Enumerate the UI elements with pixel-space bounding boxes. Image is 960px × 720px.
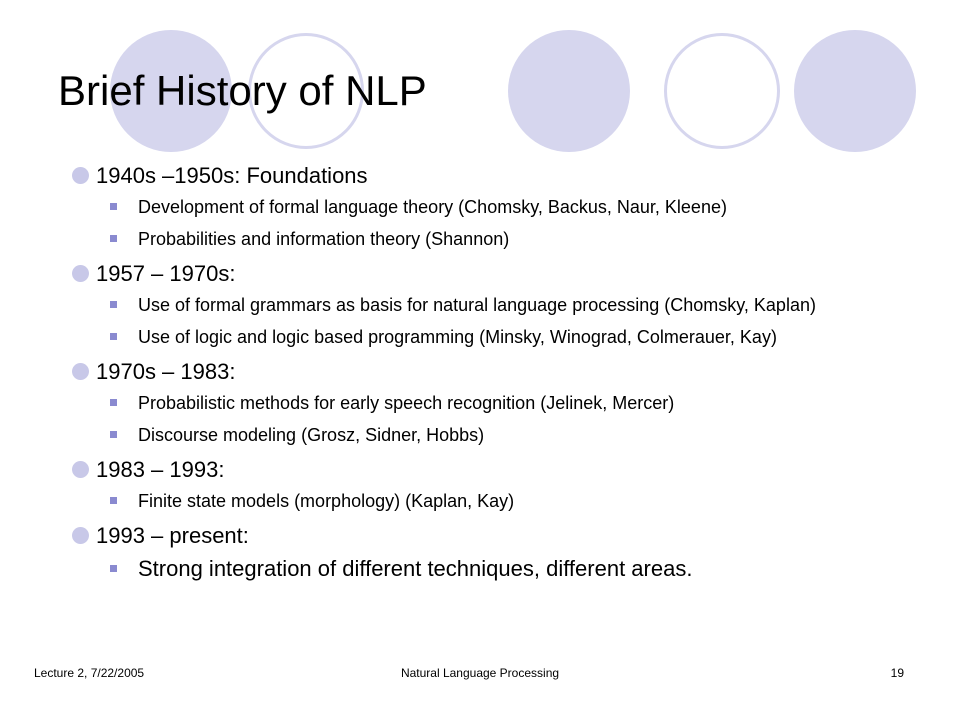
bullet-label: 1957 – 1970s: — [96, 261, 236, 286]
subbullet-text: Finite state models (morphology) (Kaplan, Kay) — [138, 491, 515, 511]
bullet-1957 — [72, 260, 852, 288]
bullet-1940s — [72, 162, 852, 190]
circle-bullet-icon — [72, 461, 89, 478]
square-bullet-icon — [110, 565, 117, 572]
subbullet-discourse-modeling — [72, 424, 852, 446]
bullet-label: 1970s – 1983: — [96, 359, 236, 384]
subbullet-finite-state-models — [72, 490, 852, 512]
decoration-circle-4 — [664, 33, 780, 149]
subbullet-text: Probabilities and information theory (Shannon) — [138, 229, 510, 249]
square-bullet-icon — [110, 431, 117, 438]
square-bullet-icon — [110, 497, 117, 504]
bullet-1993 — [72, 522, 852, 550]
bullet-label: 1993 – present: — [96, 523, 249, 548]
bullet-label: 1940s –1950s: Foundations — [96, 163, 368, 188]
slide-title: Brief History of NLP — [58, 67, 427, 114]
bullet-1983 — [72, 456, 852, 484]
subbullet-probabilistic-methods — [72, 392, 852, 414]
subbullet-text: Use of formal grammars as basis for natural language processing (Chomsky, Kaplan) — [138, 295, 816, 315]
subbullet-text: Discourse modeling (Grosz, Sidner, Hobbs) — [138, 425, 485, 445]
footer-course-title: Natural Language Processing — [400, 666, 560, 680]
subbullet-strong-integration — [72, 556, 852, 582]
square-bullet-icon — [110, 399, 117, 406]
subbullet-text: Probabilistic methods for early speech recognition (Jelinek, Mercer) — [138, 393, 675, 413]
subbullet-text: Strong integration of different techniques, different areas. — [138, 556, 693, 581]
decoration-circle-3 — [508, 30, 630, 152]
circle-bullet-icon — [72, 363, 89, 380]
square-bullet-icon — [110, 203, 117, 210]
subbullet-information-theory — [72, 228, 852, 250]
subbullet-text: Use of logic and logic based programming (Minsky, Winograd, Colmerauer, Kay) — [138, 327, 777, 347]
square-bullet-icon — [110, 333, 117, 340]
slide-content — [72, 162, 852, 592]
square-bullet-icon — [110, 301, 117, 308]
bullet-1970s — [72, 358, 852, 386]
subbullet-formal-language-theory — [72, 196, 852, 218]
square-bullet-icon — [110, 235, 117, 242]
subbullet-logic-programming — [72, 326, 852, 348]
decoration-circle-5 — [794, 30, 916, 152]
footer-lecture-date: Lecture 2, 7/22/2005 — [34, 666, 145, 680]
subbullet-text: Development of formal language theory (Chomsky, Backus, Naur, Kleene) — [138, 197, 727, 217]
circle-bullet-icon — [72, 265, 89, 282]
circle-bullet-icon — [72, 167, 89, 184]
subbullet-formal-grammars — [72, 294, 852, 316]
bullet-label: 1983 – 1993: — [96, 457, 225, 482]
footer-slide-number: 19 — [890, 666, 904, 680]
circle-bullet-icon — [72, 527, 89, 544]
